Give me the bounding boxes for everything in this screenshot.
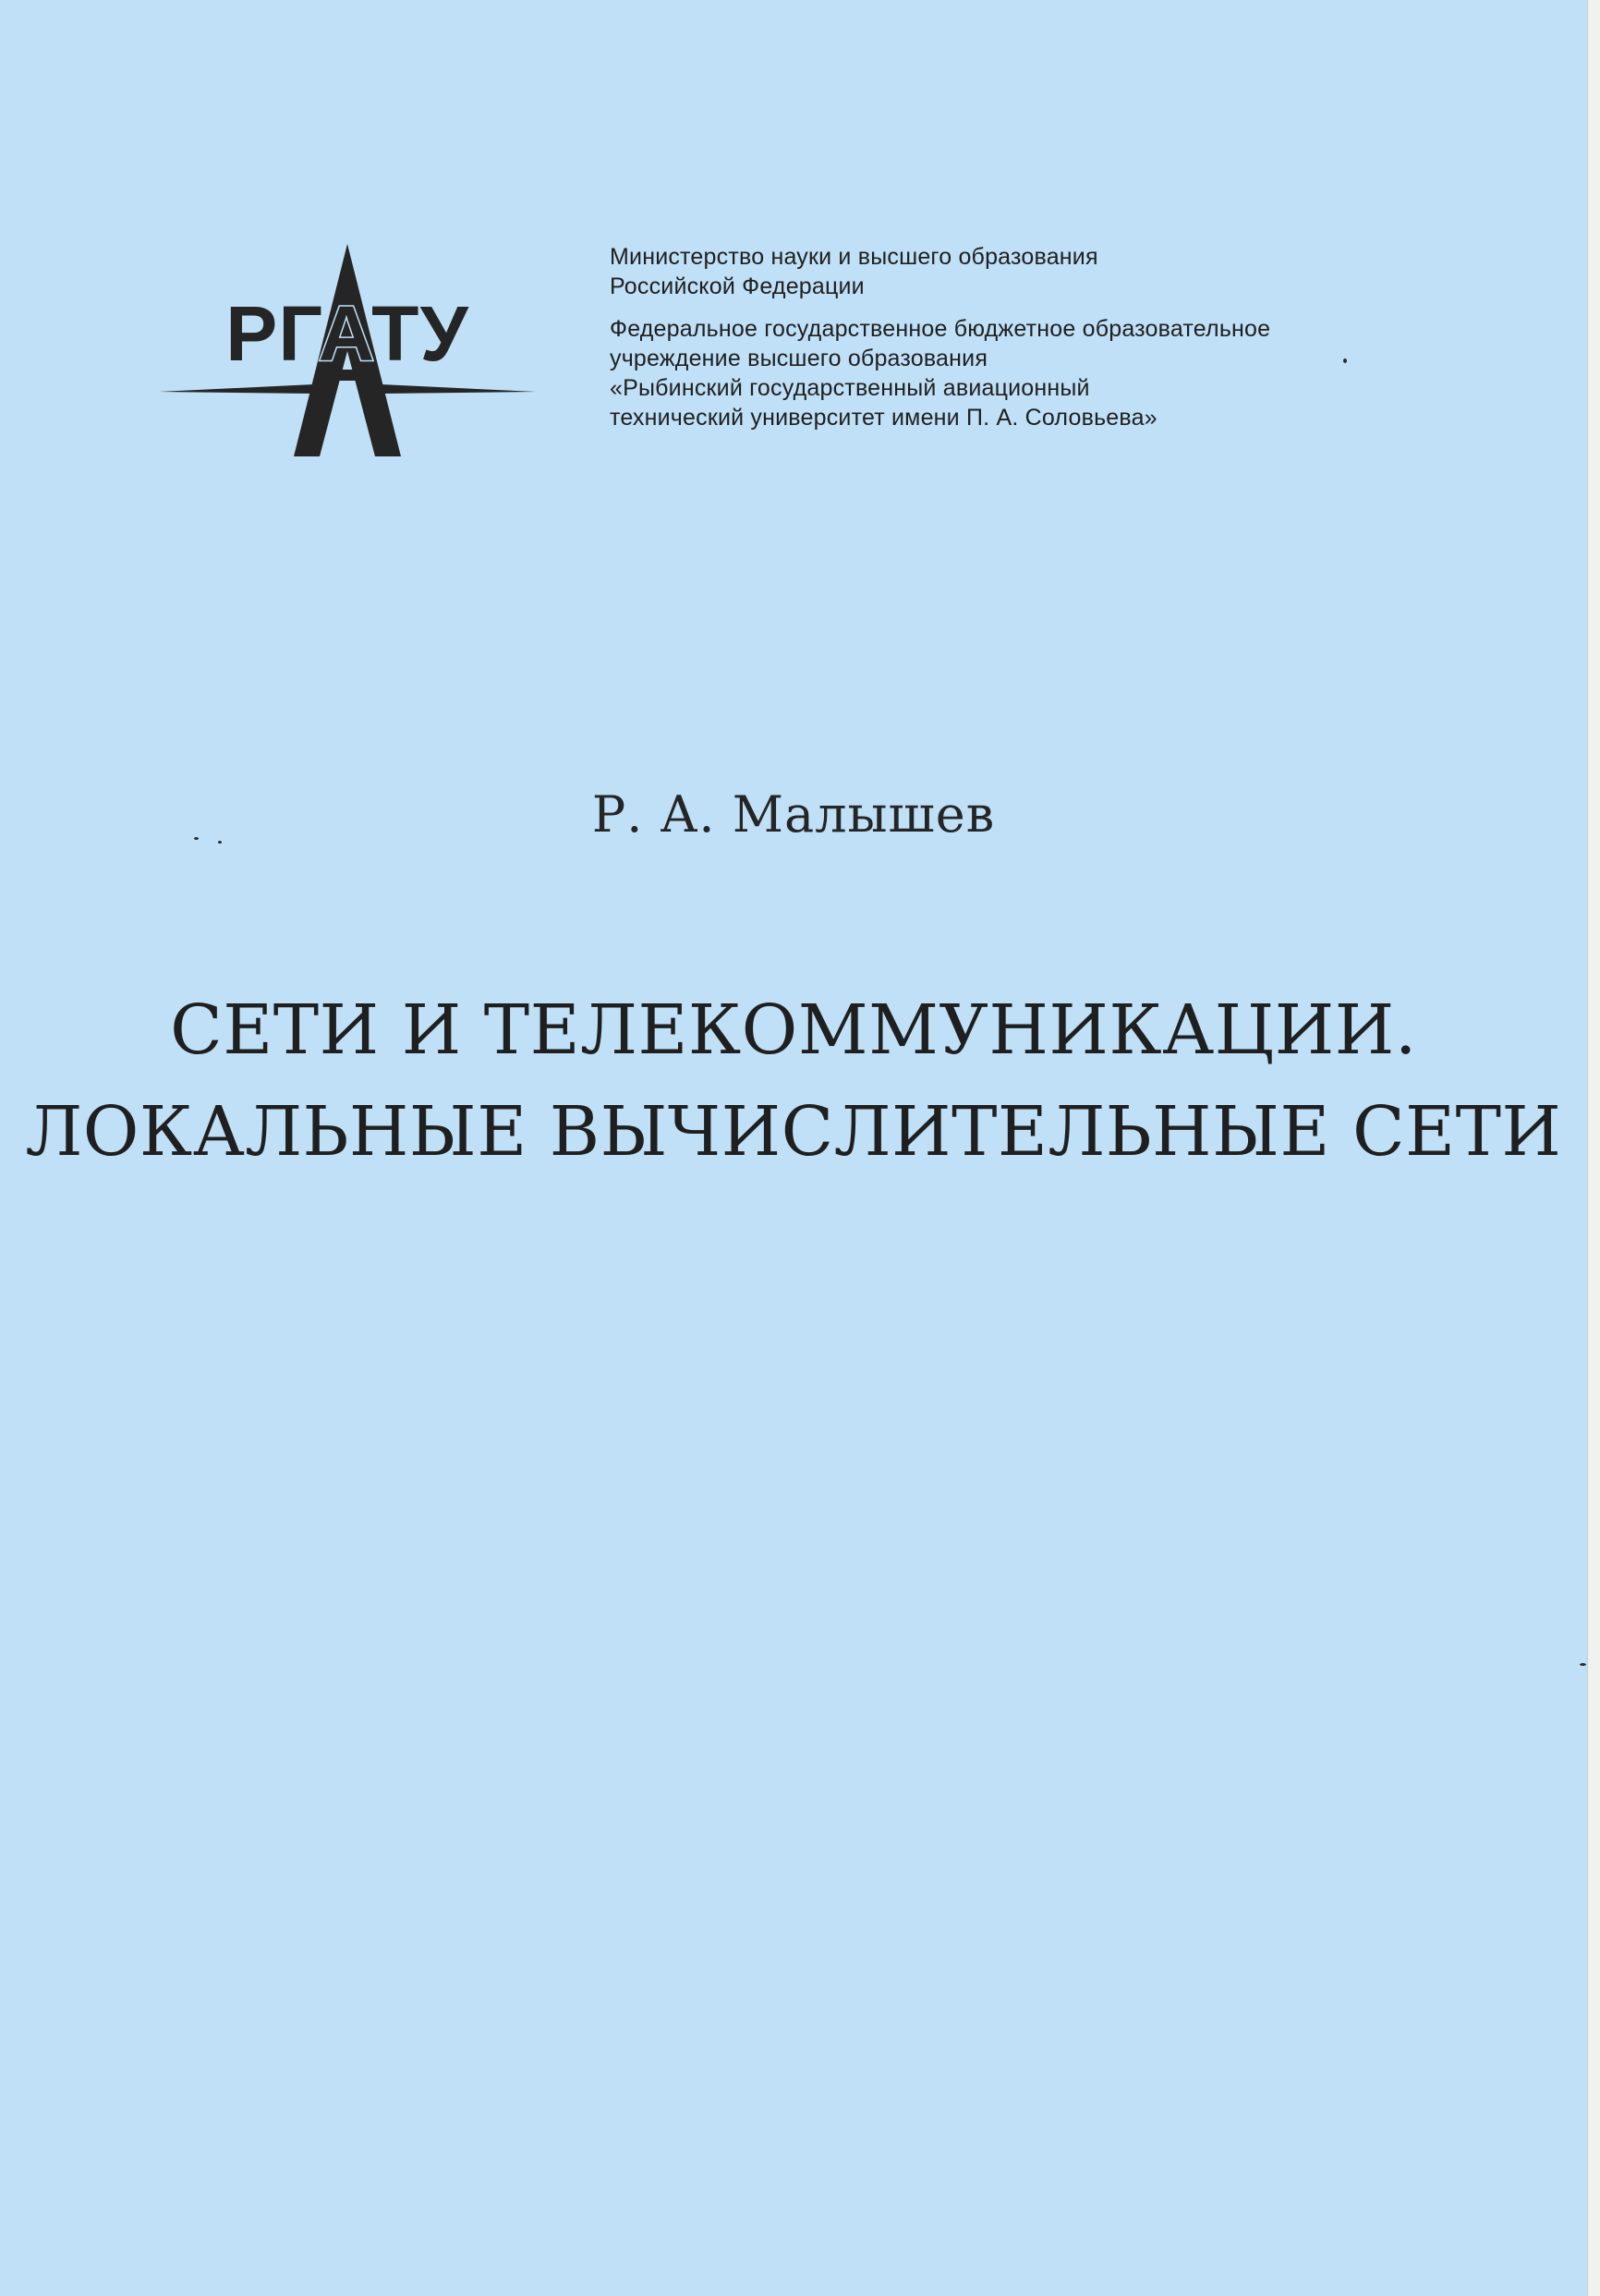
ministry-line-2: Российской Федерации [610,273,865,299]
institution-header [610,242,1441,432]
rgatu-logo [153,240,541,462]
logo-text: РГАТУ [225,290,469,377]
scan-speck [1580,1663,1586,1666]
scan-speck [218,841,222,844]
ministry-line-1: Министерство науки и высшего образования [610,244,1098,270]
author-name: Р. А. Малышев [591,785,996,844]
university-line-1: Федеральное государственное бюджетное образовательное [610,316,1271,342]
university-line-3: «Рыбинский государственный авиационный [610,375,1090,401]
title-line-1: СЕТИ И ТЕЛЕКОММУНИКАЦИИ. [170,990,1417,1070]
book-title [0,979,1587,1183]
scan-speck [194,837,199,840]
page-edge [1587,0,1600,2296]
university-line-2: учреждение высшего образования [610,346,988,371]
title-line-2: ЛОКАЛЬНЫЕ ВЫЧИСЛИТЕЛЬНЫЕ СЕТИ [25,1092,1562,1172]
scan-speck [1343,358,1347,363]
university-line-4: технический университет имени П. А. Соловьева» [610,405,1158,431]
